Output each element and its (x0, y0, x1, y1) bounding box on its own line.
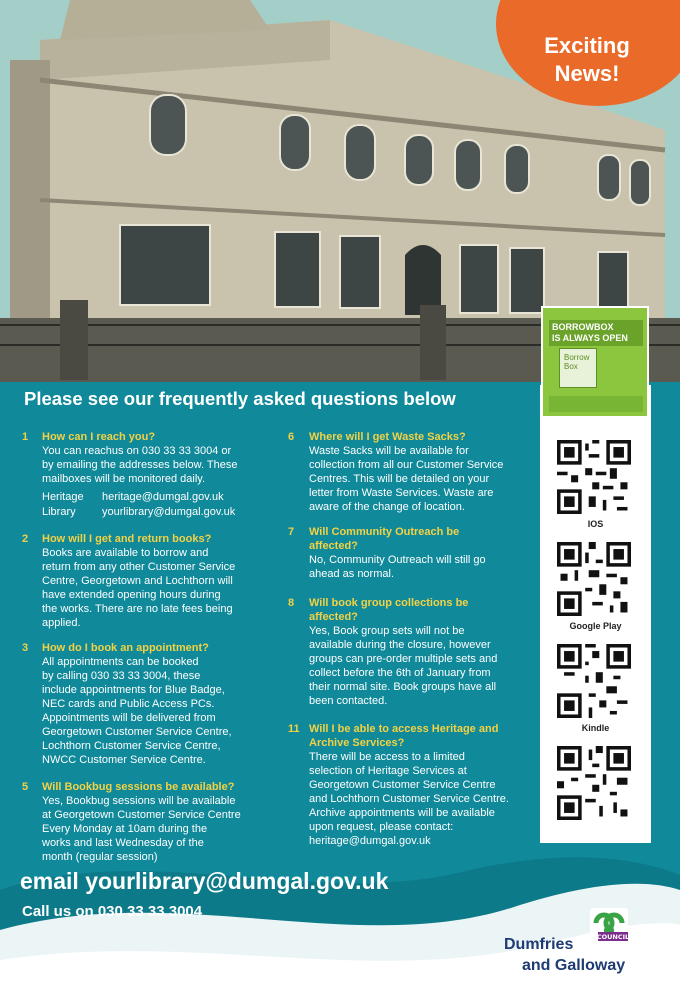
faq-question (309, 525, 459, 553)
contact-email[interactable]: heritage@dumgal.gov.uk (102, 491, 224, 503)
faq-answer (42, 444, 237, 486)
answer-line: Georgetown Customer Service Centre (309, 779, 496, 791)
answer-line: have extended opening hours during (42, 589, 221, 601)
faq-question (309, 722, 498, 750)
qr-code-kindle[interactable] (557, 644, 631, 718)
faq-number: 8 (288, 597, 295, 609)
answer-line: selection of Heritage Services at (309, 765, 467, 777)
answer-line: and Lochthorn Customer Service Centre. (309, 793, 509, 805)
faq-answer (42, 655, 232, 767)
faq-number: 6 (288, 431, 295, 443)
answer-line: been contacted. (309, 695, 388, 707)
answer-line: ahead as normal. (309, 568, 394, 580)
badge-line2: News! (554, 61, 620, 86)
call-contact[interactable]: Call us on 030 33 33 3004 (22, 903, 203, 920)
answer-line: applied. (42, 617, 81, 629)
faq-right (288, 430, 533, 860)
answer-line: by calling 030 33 33 3004, these (42, 670, 201, 682)
faq-number: 11 (288, 723, 300, 735)
faq-question: How do I book an appointment? (42, 642, 209, 654)
answer-line: at Georgetown Customer Service Centre (42, 809, 241, 821)
answer-line: mailboxes will be monitored daily. (42, 473, 206, 485)
borrowbox-logo: Borrow Box (559, 348, 597, 388)
answer-line: Archive appointments will be available (309, 807, 495, 819)
faq-left (22, 430, 282, 870)
answer-line: Books are available to borrow and (42, 547, 209, 559)
answer-line: Centre, Georgetown and Lochthorn will (42, 575, 233, 587)
answer-line: aware of the change of location. (309, 501, 465, 513)
faq-number: 3 (22, 642, 29, 654)
answer-line: month (regular session) (42, 851, 158, 863)
answer-line: Yes, Bookbug sessions will be available (42, 795, 236, 807)
question-line: Where will I get Waste Sacks? (309, 431, 466, 443)
contact-heritage (42, 490, 224, 504)
answer-line: There will be access to a limited (309, 751, 465, 763)
question-line: Archive Services? (309, 737, 405, 749)
answer-line: No, Community Outreach will still go (309, 554, 486, 566)
answer-line: collect before the 6th of January from (309, 667, 491, 679)
answer-line: the works. There are no late fees being (42, 603, 233, 615)
council-logo (584, 908, 634, 948)
faq-answer (309, 444, 503, 514)
answer-line: by emailing the addresses below. These (42, 459, 238, 471)
contact-email[interactable]: yourlibrary@dumgal.gov.uk (102, 506, 236, 518)
brand-line2: and Galloway (522, 957, 626, 974)
qr-label-kindle: Kindle (581, 723, 610, 733)
answer-line: their normal site. Book groups have all (309, 681, 497, 693)
faq-number: 5 (22, 781, 29, 793)
faq-question (309, 596, 468, 624)
email-contact[interactable]: email yourlibrary@dumgal.gov.uk (20, 868, 389, 894)
faq-number: 1 (22, 431, 29, 443)
answer-line: Waste Sacks will be available for (309, 445, 469, 457)
faq-title: Please see our frequently asked questions below (24, 388, 456, 409)
qr-code-ios[interactable] (557, 440, 631, 514)
answer-line: Yes, Book group sets will not be (309, 625, 465, 637)
qr-code-google-play[interactable] (557, 542, 631, 616)
faq-question: Will Bookbug sessions be available? (42, 781, 235, 793)
council-badge: COUNCIL (596, 933, 630, 941)
answer-line: collection from all our Customer Service (309, 459, 504, 471)
faq-question: How can I reach you? (42, 431, 156, 443)
contact-label: Heritage (42, 491, 84, 503)
answer-line: You can reachus on 030 33 33 3004 or (42, 445, 232, 457)
contact-label: Library (42, 506, 76, 518)
question-line: affected? (309, 540, 358, 552)
answer-line: Lochthorn Customer Service Centre, (42, 740, 221, 752)
answer-line: groups can pre-order multiple sets and (309, 653, 498, 665)
answer-line[interactable]: heritage@dumgal.gov.uk (309, 835, 431, 847)
qr-code-extra[interactable] (557, 746, 631, 820)
answer-line: NEC cards and Public Access PCs. (42, 698, 215, 710)
qr-label-google-play: Google Play (569, 621, 622, 631)
answer-line: works and last Wednesday of the (42, 837, 204, 849)
answer-line: All appointments can be booked (42, 656, 199, 668)
question-line: Will I be able to access Heritage and (309, 723, 499, 735)
faq-answer (309, 553, 486, 581)
answer-line: include appointments for Blue Badge, (42, 684, 225, 696)
question-line: affected? (309, 611, 358, 623)
answer-line: Georgetown Customer Service Centre, (42, 726, 232, 738)
faq-number: 7 (288, 526, 295, 538)
contact-library (42, 505, 235, 519)
answer-line: available during the closure, however (309, 639, 491, 651)
borrowbox-title (549, 320, 643, 346)
answer-line: upon request, please contact: (309, 821, 454, 833)
answer-line: NWCC Customer Service Centre. (42, 754, 206, 766)
faq-answer (309, 750, 509, 848)
faq-answer (42, 794, 241, 864)
faq-number: 2 (22, 533, 29, 545)
badge-line1: Exciting (544, 33, 630, 58)
borrowbox-title-line: BORROWBOX (552, 322, 614, 332)
answer-line: return from any other Customer Service (42, 561, 236, 573)
question-line: Will book group collections be (309, 597, 469, 609)
faq-answer (42, 546, 235, 630)
qr-label-ios: IOS (587, 519, 604, 529)
brand-line1: Dumfries (504, 936, 574, 953)
answer-line: Appointments will be delivered from (42, 712, 216, 724)
borrowbox-ad[interactable] (541, 306, 649, 418)
borrowbox-footer (549, 396, 643, 412)
borrowbox-title-line: IS ALWAYS OPEN (552, 333, 628, 343)
answer-line: letter from Waste Services. Waste are (309, 487, 494, 499)
answer-line: Every Monday at 10am during the (42, 823, 208, 835)
answer-line: Centres. This will be detailed on your (309, 473, 490, 485)
faq-answer (309, 624, 497, 708)
faq-question: How will I get and return books? (42, 533, 212, 545)
faq-question (309, 430, 466, 444)
question-line: Will Community Outreach be (309, 526, 460, 538)
